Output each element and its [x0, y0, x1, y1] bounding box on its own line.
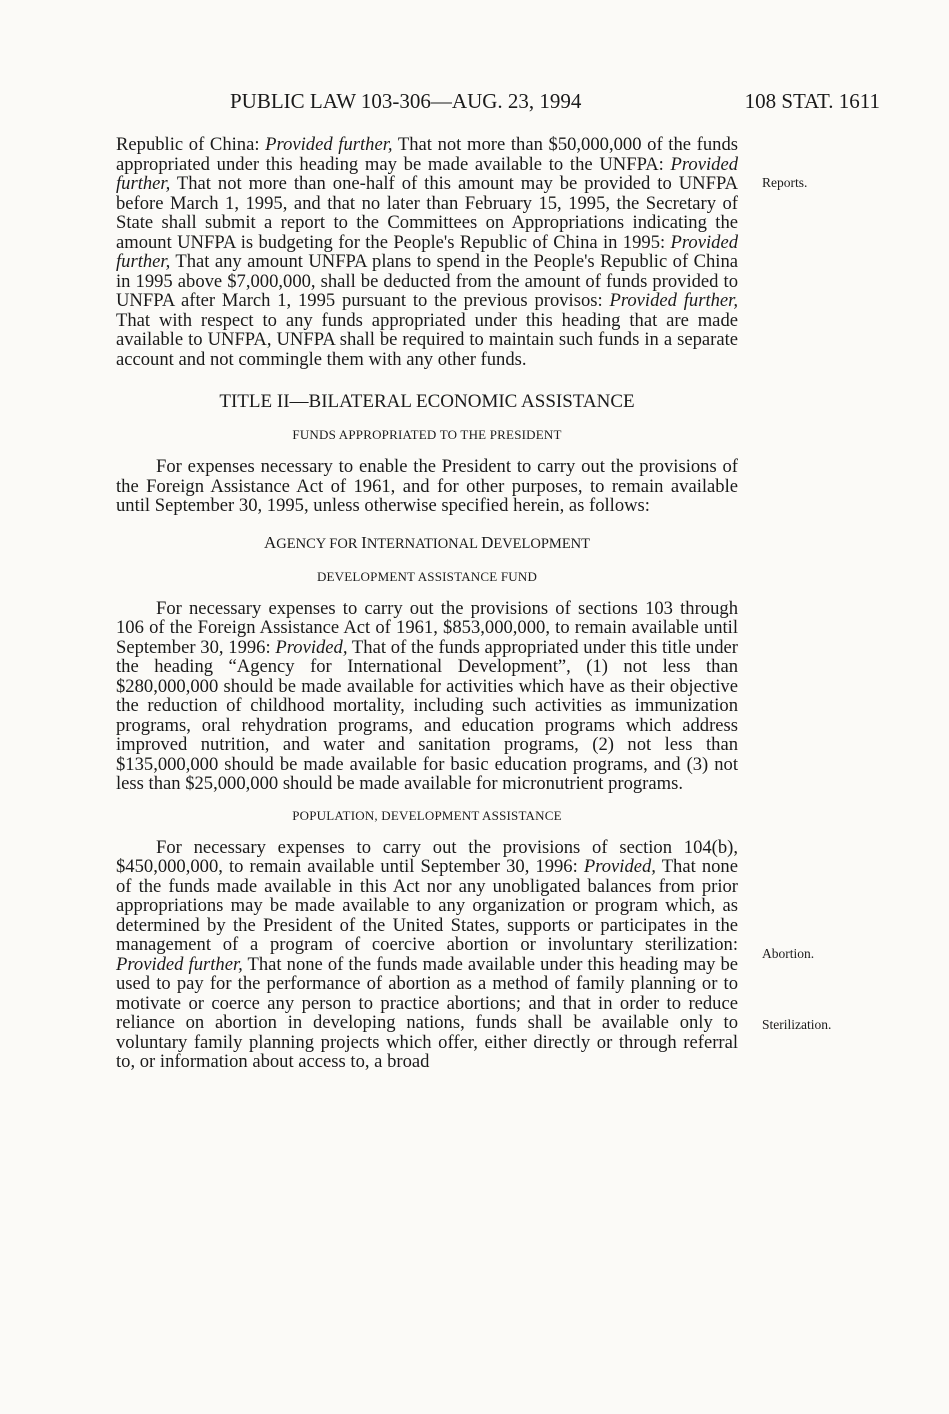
text-run: For necessary expenses to carry out the provisions of sections 103 through 106 of the Foreign Assistance Act of 1961, $853,000,000, to remain available until September 30, 1996: [116, 597, 738, 658]
text-run: That any amount UNFPA plans to spend in the People's Republic of China in 1995 above $7,000,000, shall be deducted from the amount of funds provided to UNFPA after March 1, 1995 pursuant to the previous provisos: [116, 251, 738, 311]
italic-run: Provided, [583, 856, 656, 877]
paragraph-unfpa-provisos [116, 135, 738, 369]
text-run: That none of the funds made available under this heading may be used to pay for the performance of abortion as a method of family planning or to motivate or coerce any person to practice abortions; and that in order to reduce reliance on abortion in developing nations, funds shall be available only to voluntary family planning projects which offer, either directly or through referral to, or information about access to, a broad [116, 953, 738, 1072]
text-run: GENCY FOR [276, 535, 362, 552]
text-run: NTERNATIONAL [366, 535, 482, 552]
text-run: That of the funds appropriated under this title under the heading “Agency for International Development”, (1) not less than $280,000,000 should be made available for activities which have as their objective the reduction of childhood mortality, including such activities as immunization programs, oral rehydration programs, and education programs which address improved nutrition, and water and sanitation programs, (2) not less than $135,000,000 should be made available for basic education programs, and (3) not less than $25,000,000 should be made available for micronutrient programs. [116, 636, 738, 794]
text-run: That not more than one-half of this amount may be provided to UNFPA before March 1, 1995, and that no later than February 15, 1995, the Secretary of State shall submit a report to the Committees on Appropriations indicating the amount UNFPA is budgeting for the People's Republic of China in 1995: [116, 173, 738, 253]
text-run: I [361, 532, 367, 552]
italic-run: Provided further, [116, 231, 738, 272]
text-run: That with respect to any funds appropriated under this heading that are made available to UNFPA, UNFPA shall be required to maintain such funds in a separate account and not commingle them with any other funds. [116, 309, 738, 370]
body-text [116, 135, 738, 1072]
paragraph-population [116, 838, 738, 1072]
italic-run: Provided further, [116, 153, 738, 194]
running-title: PUBLIC LAW 103-306—AUG. 23, 1994 [230, 89, 582, 113]
agency-heading [116, 534, 738, 553]
text-run: That none of the funds made available in this Act nor any unobligated balances from prior appropriations may be made available to any organization or program which, as determined by the President of the United States, supports or participates in the management of a program of coercive abortion or involuntary sterilization: [116, 856, 738, 955]
section-heading-population: POPULATION, DEVELOPMENT ASSISTANCE [292, 807, 562, 823]
text-run: EVELOPMENT [493, 535, 591, 552]
italic-run: Provided further, [265, 134, 393, 155]
section-heading-daf: DEVELOPMENT ASSISTANCE FUND [316, 568, 538, 584]
text-run: Republic of China: [116, 134, 266, 155]
title-heading: TITLE II—BILATERAL ECONOMIC ASSISTANCE [219, 391, 635, 412]
text-run: That not more than $50,000,000 of the funds appropriated under this heading may be made available to the UNFPA: [116, 134, 738, 175]
text-run: A [263, 532, 277, 552]
margin-note-abortion: Abortion. [762, 946, 815, 961]
italic-run: Provided further, [116, 953, 243, 975]
paragraph-expenses: For expenses necessary to enable the President to carry out the provisions of the Foreign Assistance Act of 1961, and for other purposes, to remain available until September 30, 1995, unless otherwise specified herein, as follows: [116, 456, 738, 516]
paragraph-development-assistance [116, 599, 738, 794]
italic-run: Provided, [275, 636, 348, 658]
margin-note-reports: Reports. [762, 175, 808, 190]
text-run: D [481, 532, 494, 552]
italic-run: Provided further, [609, 290, 738, 311]
statute-citation: 108 STAT. 1611 [744, 89, 880, 113]
section-heading-funds: FUNDS APPROPRIATED TO THE PRESIDENT [292, 427, 562, 442]
text-run: For necessary expenses to carry out the provisions of section 104(b), $450,000,000, to remain available until September 30, 1996: [116, 836, 738, 877]
margin-note-sterilization: Sterilization. [762, 1017, 832, 1032]
